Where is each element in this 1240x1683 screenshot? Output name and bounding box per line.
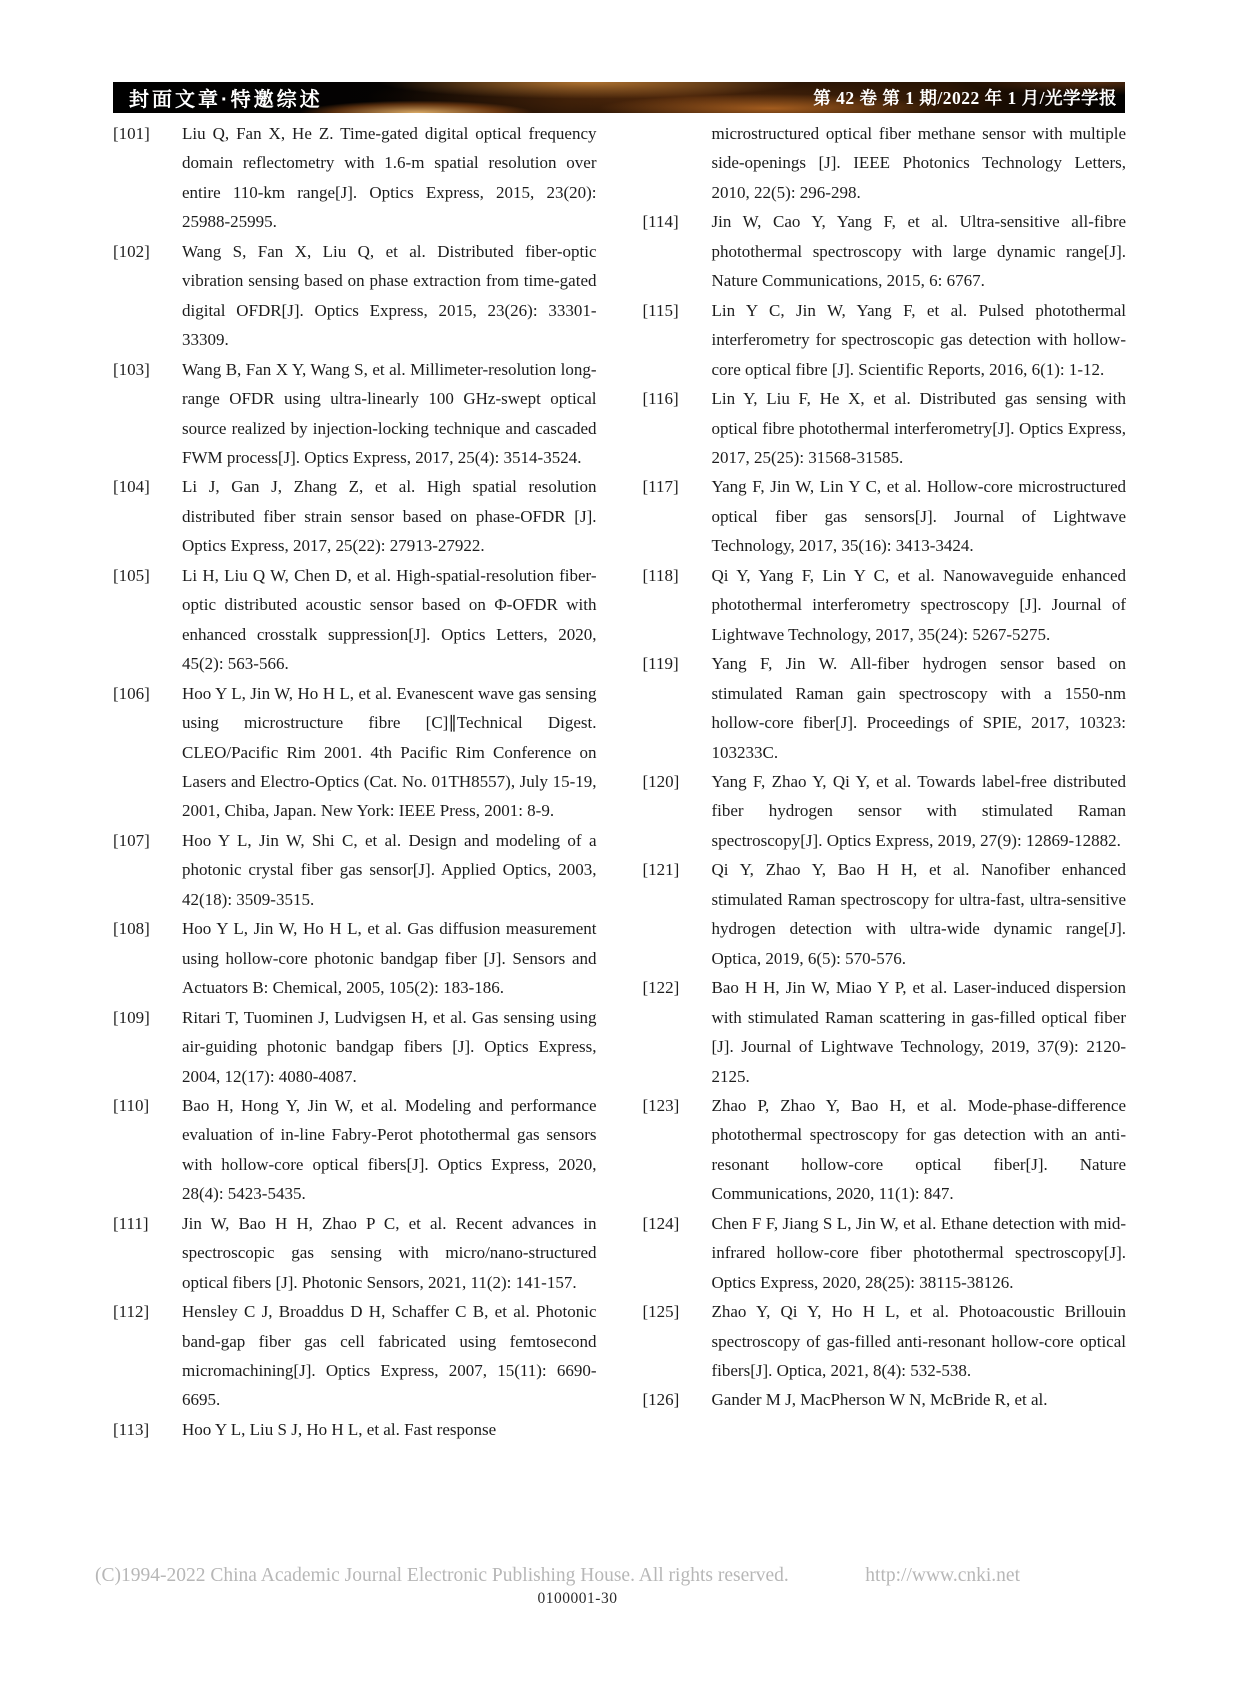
reference-item xyxy=(643,1209,1127,1297)
reference-number: [108] xyxy=(113,919,150,939)
reference-item xyxy=(113,1209,597,1297)
reference-item xyxy=(643,649,1127,767)
reference-item xyxy=(643,1385,1127,1414)
reference-text: Yang F, Jin W. All-fiber hydrogen sensor based on stimulated Raman gain spectroscopy with a 1550-nm hollow-core fiber[J]. Proceedings of SPIE, 2017, 10323: 103233C. xyxy=(711,654,1126,762)
reference-text: Qi Y, Yang F, Lin Y C, et al. Nanowaveguide enhanced photothermal interferometry spectroscopy [J]. Journal of Lightwave Technology, 2017, 35(24): 5267-5275. xyxy=(711,565,1126,644)
reference-number: [117] xyxy=(642,477,679,497)
reference-text: microstructured optical fiber methane sensor with multiple side-openings [J]. IEEE Photonics Technology Letters, 2010, 22(5): 296-298. xyxy=(711,124,1126,202)
reference-item xyxy=(113,1003,597,1091)
reference-item xyxy=(113,826,597,914)
reference-item xyxy=(113,472,597,560)
reference-item xyxy=(643,767,1127,855)
reference-item xyxy=(643,973,1127,1091)
reference-text: Li H, Liu Q W, Chen D, et al. High-spatial-resolution fiber-optic distributed acoustic sensor based on Φ-OFDR with enhanced crosstalk suppression[J]. Optics Letters, 2020, 45(2): 563-566. xyxy=(182,565,597,674)
reference-text: Hoo Y L, Jin W, Ho H L, et al. Gas diffusion measurement using hollow-core photonic bandgap fiber [J]. Sensors and Actuators B: Chemical, 2005, 105(2): 183-186. xyxy=(182,919,597,998)
reference-number: [105] xyxy=(113,565,150,585)
reference-number: [106] xyxy=(113,683,150,703)
reference-item xyxy=(113,237,597,355)
reference-text: Qi Y, Zhao Y, Bao H H, et al. Nanofiber enhanced stimulated Raman spectroscopy for ultra-fast, ultra-sensitive hydrogen detection with ultra-wide dynamic range[J]. Optica, 2019, 6(5): 570-576. xyxy=(711,860,1126,968)
reference-number: [113] xyxy=(113,1419,150,1439)
reference-number: [101] xyxy=(113,124,150,143)
reference-text: Hoo Y L, Jin W, Ho H L, et al. Evanescent wave gas sensing using microstructure fibre [C]∥Technical Digest. CLEO/Pacific Rim 2001. 4th Pacific Rim Conference on Lasers and Electro-Optics (Cat. No. 01TH8557), July 15-19, 2001, Chiba, Japan. New York: IEEE Press, 2001: 8-9. xyxy=(182,683,597,821)
copyright-text: (C)1994-2022 China Academic Journal Electronic Publishing House. All rights reserved. xyxy=(95,1565,789,1586)
reference-text: Hensley C J, Broaddus D H, Schaffer C B, et al. Photonic band-gap fiber gas cell fabricated using femtosecond micromachining[J]. Optics Express, 2007, 15(11): 6690-6695. xyxy=(182,1302,597,1410)
reference-text: Zhao P, Zhao Y, Bao H, et al. Mode-phase-difference photothermal spectroscopy for gas detection with an anti-resonant hollow-core optical fiber[J]. Nature Communications, 2020, 11(1): 847. xyxy=(711,1095,1126,1204)
reference-text: Hoo Y L, Liu S J, Ho H L, et al. Fast response xyxy=(182,1419,497,1439)
reference-number: [109] xyxy=(113,1007,150,1027)
reference-item xyxy=(643,384,1127,472)
reference-item xyxy=(113,119,597,237)
reference-text: Lin Y, Liu F, He X, et al. Distributed gas sensing with optical fibre photothermal interferometry[J]. Optics Express, 2017, 25(25): 31568-31585. xyxy=(711,389,1126,467)
reference-item xyxy=(643,1297,1127,1385)
reference-item xyxy=(643,119,1127,207)
reference-text: Bao H H, Jin W, Miao Y P, et al. Laser-induced dispersion with stimulated Raman scattering in gas-filled optical fiber [J]. Journal of Lightwave Technology, 2019, 37(9): 2120-2125. xyxy=(711,978,1126,1086)
reference-number: [107] xyxy=(113,830,150,850)
reference-item xyxy=(643,1091,1127,1209)
references-column-right xyxy=(643,119,1127,1571)
references-section xyxy=(113,119,1126,1571)
reference-item xyxy=(643,472,1127,560)
reference-text: Wang B, Fan X Y, Wang S, et al. Millimeter-resolution long-range OFDR using ultra-linearly 100 GHz-swept optical source realized by injection-locking technique and cascaded FWM process[J]. Optics Express, 2017, 25(4): 3514-3524. xyxy=(182,359,597,467)
reference-text: Wang S, Fan X, Liu Q, et al. Distributed fiber-optic vibration sensing based on phase extraction from time-gated digital OFDR[J]. Optics Express, 2015, 23(26): 33301-33309. xyxy=(182,241,597,350)
journal-issue-label: 第 42 卷 第 1 期/2022 年 1 月/光学学报 xyxy=(813,88,1117,108)
reference-number: [115] xyxy=(642,300,679,320)
reference-text: Jin W, Bao H H, Zhao P C, et al. Recent advances in spectroscopic gas sensing with micro/nano-structured optical fibers [J]. Photonic Sensors, 2021, 11(2): 141-157. xyxy=(182,1213,597,1292)
reference-number: [116] xyxy=(642,389,679,409)
reference-item xyxy=(113,1091,597,1209)
reference-text: Jin W, Cao Y, Yang F, et al. Ultra-sensitive all-fibre photothermal spectroscopy with large dynamic range[J]. Nature Communications, 2015, 6: 6767. xyxy=(711,212,1126,291)
reference-text: Bao H, Hong Y, Jin W, et al. Modeling and performance evaluation of in-line Fabry-Perot photothermal gas sensors with hollow-core optical fibers[J]. Optics Express, 2020, 28(4): 5423-5435. xyxy=(182,1095,597,1204)
reference-item xyxy=(643,296,1127,384)
reference-item xyxy=(643,855,1127,973)
reference-number: [126] xyxy=(642,1390,680,1410)
reference-text: Liu Q, Fan X, He Z. Time-gated digital optical frequency domain reflectometry with 1.6-m spatial resolution over entire 110-km range[J]. Optics Express, 2015, 23(20): 25988-25995. xyxy=(182,124,597,232)
reference-number: [103] xyxy=(113,359,150,379)
reference-item xyxy=(113,1415,597,1444)
reference-item xyxy=(113,1297,597,1415)
cnki-url: http://www.cnki.net xyxy=(865,1565,1020,1586)
reference-number: [104] xyxy=(113,477,150,497)
reference-text: Yang F, Jin W, Lin Y C, et al. Hollow-core microstructured optical fiber gas sensors[J]. Journal of Lightwave Technology, 2017, 35(16): 3413-3424. xyxy=(711,477,1126,556)
reference-item xyxy=(113,355,597,473)
reference-item xyxy=(113,561,597,679)
reference-text: Lin Y C, Jin W, Yang F, et al. Pulsed photothermal interferometry for spectroscopic gas detection with hollow-core optical fibre [J]. Scientific Reports, 2016, 6(1): 1-12. xyxy=(711,300,1126,379)
copyright-line xyxy=(95,1565,1020,1587)
reference-number: [125] xyxy=(642,1302,680,1322)
reference-number: [122] xyxy=(642,978,680,998)
reference-number: [124] xyxy=(642,1213,680,1233)
reference-text: Chen F F, Jiang S L, Jin W, et al. Ethane detection with mid-infrared hollow-core fiber photothermal spectroscopy[J]. Optics Express, 2020, 28(25): 38115-38126. xyxy=(711,1213,1126,1292)
reference-number: [121] xyxy=(642,860,680,880)
reference-number: [112] xyxy=(113,1302,150,1322)
reference-number: [102] xyxy=(113,241,150,261)
reference-number: [114] xyxy=(642,212,679,232)
reference-number: [110] xyxy=(113,1095,150,1115)
reference-text: Zhao Y, Qi Y, Ho H L, et al. Photoacoustic Brillouin spectroscopy of gas-filled anti-resonant hollow-core optical fibers[J]. Optica, 2021, 8(4): 532-538. xyxy=(711,1302,1126,1381)
reference-text: Ritari T, Tuominen J, Ludvigsen H, et al. Gas sensing using air-guiding photonic bandgap fibers [J]. Optics Express, 2004, 12(17): 4080-4087. xyxy=(182,1007,597,1086)
reference-item xyxy=(643,207,1127,295)
reference-text: Hoo Y L, Jin W, Shi C, et al. Design and modeling of a photonic crystal fiber gas sensor[J]. Applied Optics, 2003, 42(18): 3509-3515. xyxy=(182,830,597,909)
reference-text: Li J, Gan J, Zhang Z, et al. High spatial resolution distributed fiber strain sensor based on phase-OFDR [J]. Optics Express, 2017, 25(22): 27913-27922. xyxy=(182,477,597,556)
references-column-left xyxy=(113,119,597,1571)
reference-number: [120] xyxy=(642,771,680,791)
reference-text: Gander M J, MacPherson W N, McBride R, et al. xyxy=(711,1390,1048,1410)
reference-number: [119] xyxy=(642,654,679,674)
section-label: 封面文章·特邀综述 xyxy=(129,89,323,111)
page-number: 0100001-30 xyxy=(537,1590,618,1607)
reference-item xyxy=(643,561,1127,649)
reference-number: [111] xyxy=(113,1213,149,1233)
reference-text: Yang F, Zhao Y, Qi Y, et al. Towards label-free distributed fiber hydrogen sensor with stimulated Raman spectroscopy[J]. Optics Express, 2019, 27(9): 12869-12882. xyxy=(711,771,1126,850)
reference-number: [123] xyxy=(642,1095,680,1115)
reference-number: [118] xyxy=(642,565,679,585)
journal-header-bar xyxy=(113,82,1125,113)
reference-item xyxy=(113,679,597,826)
reference-item xyxy=(113,914,597,1002)
